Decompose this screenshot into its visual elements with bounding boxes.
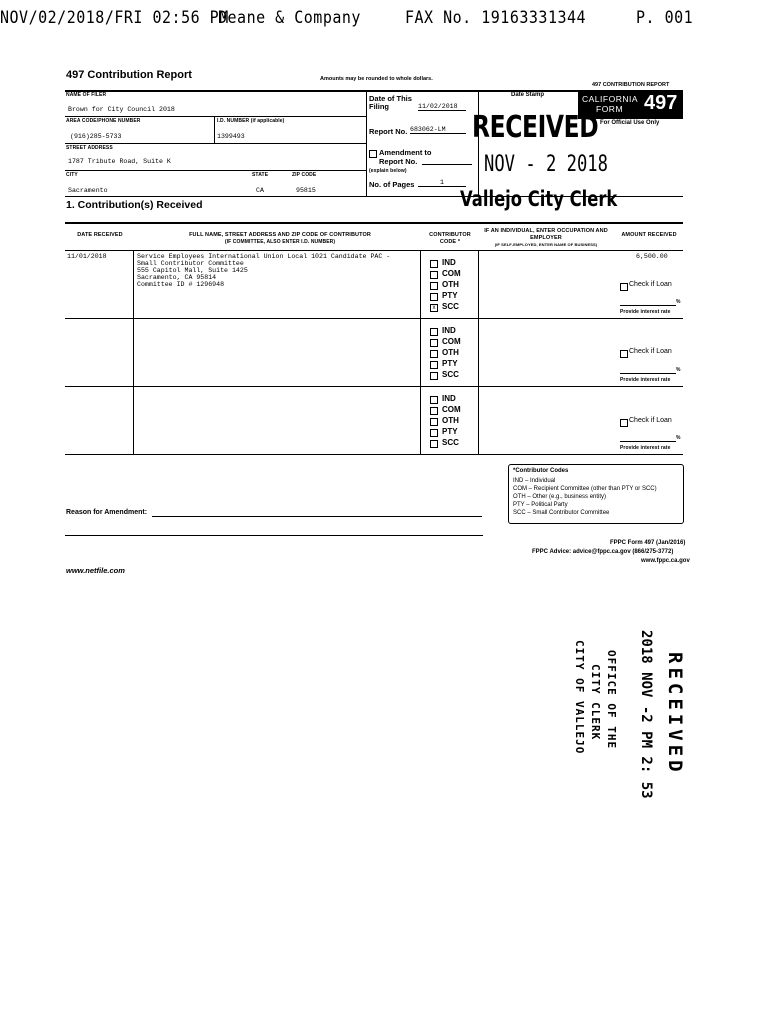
row1-code-com-checkbox[interactable] — [430, 271, 438, 279]
fax-number: FAX No. 19163331344 — [405, 6, 587, 28]
row2-loan-checkbox[interactable] — [620, 350, 628, 358]
row1-contributor-line4: Sacramento, CA 95814 — [137, 274, 217, 281]
row2-code-scc-label: SCC — [442, 370, 459, 379]
zip-label: ZIP CODE — [292, 172, 317, 178]
fppc-form-label: FPPC Form 497 (Jan/2016) — [610, 540, 686, 546]
row2-code-com-label: COM — [442, 337, 461, 346]
row3-percent: % — [676, 435, 681, 441]
row3-code-scc-label: SCC — [442, 438, 459, 447]
row2-interest-label: Provide interest rate — [620, 377, 671, 383]
legend-item-pty: PTY – Political Party — [513, 502, 568, 508]
row3-code-oth-checkbox[interactable] — [430, 418, 438, 426]
amendment-reason-line-1[interactable] — [152, 516, 482, 517]
row2-code-pty-checkbox[interactable] — [430, 361, 438, 369]
phone-value: (916)285-5733 — [70, 133, 122, 140]
row1-code-pty-label: PTY — [442, 291, 458, 300]
row-rule-3 — [65, 454, 683, 455]
table-top-rule — [65, 222, 683, 224]
fax-page: P. 001 — [636, 6, 694, 28]
legend-item-oth: OTH – Other (e.g., business entity) — [513, 494, 607, 500]
ca-form-line2: FORM — [596, 104, 624, 114]
rounding-note: Amounts may be rounded to whole dollars. — [320, 76, 433, 82]
zip-value: 95815 — [296, 187, 316, 194]
id-number-value: 1399493 — [217, 133, 245, 140]
phone-rule — [65, 143, 366, 144]
amendment-checkbox[interactable] — [369, 150, 377, 158]
area-code-label: AREA CODE/PHONE NUMBER — [66, 118, 141, 124]
legend-item-ind: IND – Individual — [513, 478, 556, 484]
row2-code-com-checkbox[interactable] — [430, 339, 438, 347]
ca-form-number: 497 — [644, 92, 678, 114]
row3-code-scc-checkbox[interactable] — [430, 440, 438, 448]
fppc-advice-label: FPPC Advice: advice@fppc.ca.gov (866/275-3772) — [532, 549, 674, 555]
row1-code-oth-checkbox[interactable] — [430, 282, 438, 290]
header-divider-1 — [366, 90, 367, 196]
street-label: STREET ADDRESS — [66, 145, 113, 151]
legend-item-com: COM – Recipient Committee (other than PTY or SCC) — [513, 486, 657, 492]
row2-code-scc-checkbox[interactable] — [430, 372, 438, 380]
row1-date: 11/01/2018 — [67, 253, 107, 260]
row1-percent: % — [676, 299, 681, 305]
col-occupation-subheader: (IF SELF-EMPLOYED, ENTER NAME OF BUSINESS) — [494, 242, 598, 247]
col-line-1 — [133, 250, 134, 454]
row2-code-ind-checkbox[interactable] — [430, 328, 438, 336]
legend-item-scc: SCC – Small Contributor Committee — [513, 510, 610, 516]
netfile-link[interactable]: www.netfile.com — [66, 566, 125, 575]
header-row-rule — [65, 250, 683, 251]
row1-contributor-line1: Service Employees International Union Local 1021 Candidate PAC - — [137, 253, 391, 260]
no-of-pages-label: No. of Pages — [369, 180, 415, 189]
col-date-header: DATE RECEIVED — [77, 232, 123, 238]
explain-below: (explain below) — [369, 168, 407, 174]
row2-code-ind-label: IND — [442, 326, 456, 335]
row1-amount: 6,500.00 — [636, 253, 668, 260]
row-rule-2 — [65, 386, 683, 387]
name-of-filer: Brown for City Council 2018 — [68, 106, 175, 113]
row1-loan-checkbox[interactable] — [620, 283, 628, 291]
row-rule-1 — [65, 318, 683, 319]
contributor-codes-legend — [508, 464, 684, 524]
row3-code-ind-checkbox[interactable] — [430, 396, 438, 404]
amendment-line — [422, 164, 472, 165]
vertical-received-stamp: RECEIVED — [664, 652, 686, 776]
col-line-2 — [420, 250, 421, 454]
col-name-header: FULL NAME, STREET ADDRESS AND ZIP CODE OF CONTRIBUTOR — [189, 232, 371, 238]
row2-percent: % — [676, 367, 681, 373]
legend-title: *Contributor Codes — [513, 468, 569, 474]
col-line-3 — [478, 250, 479, 454]
official-use-label: For Official Use Only — [600, 120, 660, 126]
row1-contributor-line2: Small Contributor Committee — [137, 260, 244, 267]
city-value: Sacramento — [68, 187, 108, 194]
row2-code-oth-label: OTH — [442, 348, 459, 357]
row3-code-com-label: COM — [442, 405, 461, 414]
row1-code-ind-checkbox[interactable] — [430, 260, 438, 268]
vertical-office-line: OFFICE OF THE — [605, 650, 618, 750]
filer-rule — [65, 116, 366, 117]
row3-code-ind-label: IND — [442, 394, 456, 403]
row1-contributor-line3: 555 Capitol Mall, Suite 1425 — [137, 267, 248, 274]
row1-code-pty-checkbox[interactable] — [430, 293, 438, 301]
row1-code-com-label: COM — [442, 269, 461, 278]
top-right-label: 497 CONTRIBUTION REPORT — [592, 82, 670, 88]
row3-code-pty-checkbox[interactable] — [430, 429, 438, 437]
col-amount-header: AMOUNT RECEIVED — [621, 232, 677, 238]
section1-title: 1. Contribution(s) Received — [66, 199, 203, 211]
vertical-city-line: CITY OF VALLEJO — [573, 640, 586, 755]
id-divider — [214, 116, 215, 143]
street-value: 1787 Tribute Road, Suite K — [68, 158, 171, 165]
row1-code-oth-label: OTH — [442, 280, 459, 289]
row1-contributor-line5: Committee ID # 1296948 — [137, 281, 225, 288]
amendment-label: Amendment to Report No. — [379, 148, 432, 166]
col-name-subheader: (IF COMMITTEE, ALSO ENTER I.D. NUMBER) — [224, 239, 336, 245]
state-label: STATE — [252, 172, 269, 178]
row3-loan-checkbox[interactable] — [620, 419, 628, 427]
no-of-pages-value: 1 — [418, 179, 466, 187]
row3-loan-label: Check if Loan — [629, 417, 672, 424]
date-stamp-label: Date Stamp — [511, 92, 545, 98]
id-number-label: I.D. NUMBER (if applicable) — [217, 118, 285, 124]
received-stamp: RECEIVED — [472, 110, 599, 145]
vertical-timestamp: 2018 NOV -2 PM 2: 53 — [638, 630, 654, 799]
ca-form-line1: CALIFORNIA — [582, 94, 639, 104]
row2-interest-line — [620, 373, 676, 374]
row1-interest-label: Provide interest rate — [620, 309, 671, 315]
row3-code-oth-label: OTH — [442, 416, 459, 425]
state-value: CA — [256, 187, 264, 194]
report-no-value: 683062-LM — [410, 126, 466, 134]
row3-code-com-checkbox[interactable] — [430, 407, 438, 415]
clerk-stamp: Vallejo City Clerk — [460, 187, 618, 211]
amendment-reason-line-2[interactable] — [65, 535, 483, 536]
street-rule — [65, 170, 366, 171]
col-code-header: CONTRIBUTOR CODE * — [429, 232, 471, 245]
city-label: CITY — [66, 172, 78, 178]
row1-interest-line — [620, 305, 676, 306]
vertical-clerk-line: CITY CLERK — [589, 664, 602, 741]
date-of-filing-label: Date of This Filing — [369, 94, 412, 111]
date-of-filing-value: 11/02/2018 — [418, 103, 466, 111]
fax-datetime: NOV/02/2018/FRI 02:56 PM — [0, 6, 229, 28]
row2-loan-label: Check if Loan — [629, 348, 672, 355]
row1-loan-label: Check if Loan — [629, 281, 672, 288]
form-title: 497 Contribution Report — [66, 69, 192, 81]
row1-code-ind-label: IND — [442, 258, 456, 267]
row2-code-oth-checkbox[interactable] — [430, 350, 438, 358]
report-no-label: Report No. — [369, 127, 408, 136]
received-date-stamp: NOV - 2 2018 — [484, 152, 608, 177]
col-occupation-header: IF AN INDIVIDUAL, ENTER OCCUPATION AND EMPLOYER — [484, 228, 608, 241]
fax-company: Deane & Company — [218, 6, 361, 28]
row1-code-scc-checkbox-checked[interactable]: x — [430, 304, 438, 312]
row3-interest-label: Provide interest rate — [620, 445, 671, 451]
name-of-filer-label: NAME OF FILER — [66, 92, 107, 98]
row1-code-scc-label: SCC — [442, 302, 459, 311]
row3-code-pty-label: PTY — [442, 427, 458, 436]
fppc-web-link[interactable]: www.fppc.ca.gov — [641, 558, 690, 564]
row3-interest-line — [620, 441, 676, 442]
amendment-reason-label: Reason for Amendment: — [66, 509, 148, 516]
row2-code-pty-label: PTY — [442, 359, 458, 368]
